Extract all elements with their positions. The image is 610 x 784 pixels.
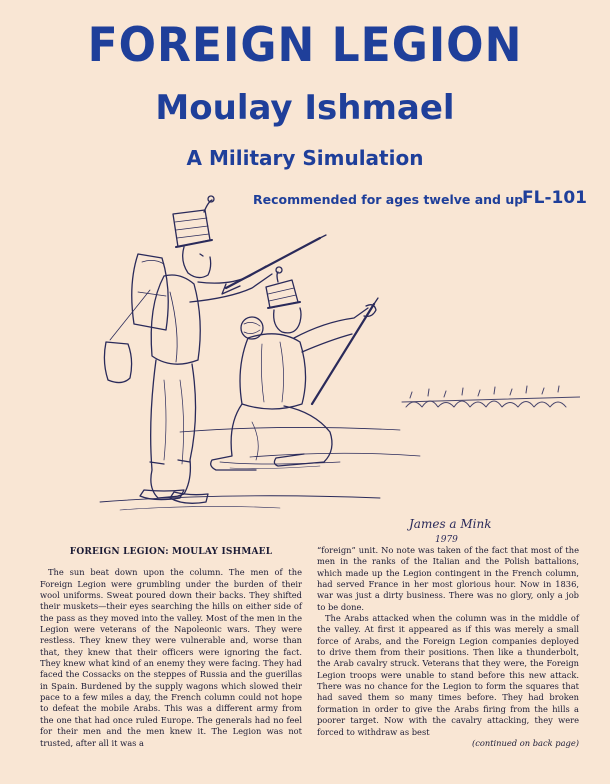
article-title: FOREIGN LEGION: MOULAY ISHMAEL [69, 547, 273, 557]
main-title: FOREIGN LEGION [87, 17, 523, 74]
article-paragraph: “foreign” unit. No note was taken of the fact that most of the men in the ranks of the Italian and the Polish battalions, which made up the Legion contingent in the French column, had served France in her most glorious hour. Now in 1836, war was just a dirty business. There was no glory, only a job to be done. [317, 545, 579, 612]
artist-signature-icon [405, 513, 525, 549]
distant-cavalry [402, 386, 580, 407]
kneeling-soldier [211, 267, 378, 470]
subtitle: Moulay Ishmael [155, 88, 455, 128]
article-left-column [40, 545, 302, 749]
article-paragraph: The Arabs attacked when the column was in the middle of the valley. At first it appeared as if this was merely a small force of Arabs, and the Foreign Legion companies deployed to drive them from their positions. Then like a thunderbolt, the Arab cavalry struck. Veterans that they were, the Foreign Legion troops were unable to stand before this new attack. There was no chance for the Legion to form the squares that had saved them so many times before. They had broken formation in order to give the Arabs firing from the hills a poorer target. Now with the cavalry attacking, they were forced to withdraw as best [317, 613, 579, 737]
legionnaires-illustration-icon [80, 192, 580, 542]
article-right-column [317, 545, 579, 749]
tagline: A Military Simulation [186, 146, 424, 170]
signature-text: James a Mink [409, 517, 492, 531]
age-recommendation: Recommended for ages twelve and up [253, 192, 524, 207]
standing-soldier [104, 196, 326, 503]
continued-note: (continued on back page) [471, 737, 579, 748]
article-paragraph: The sun beat down upon the column. The men of the Foreign Legion were grumbling under the burden of their wool uniforms. Sweat poured down their backs. They shifted their muskets—their eyes searching the hills on either side of the pass as they moved into the valley. Most of the men in the Legion were veterans of the Napoleonic wars. They were restless. They knew they were vulnerable and, worse than that, they knew that their officers were ignoring the fact. They knew what kind of an enemy they were facing. They had faced the Cossacks on the steppes of Russia and the guerillas in Spain. Burdened by the supply wagons which slowed their pace to a few miles a day, the French column could not hope to defeat the mobile Arabs. This was a different army from the one that had once ruled Europe. The generals had no feel for their men and the men knew it. The Legion was not trusted, after all it was a [40, 567, 302, 748]
signature-year: 1979 [435, 535, 458, 545]
product-code: FL-101 [522, 188, 587, 208]
